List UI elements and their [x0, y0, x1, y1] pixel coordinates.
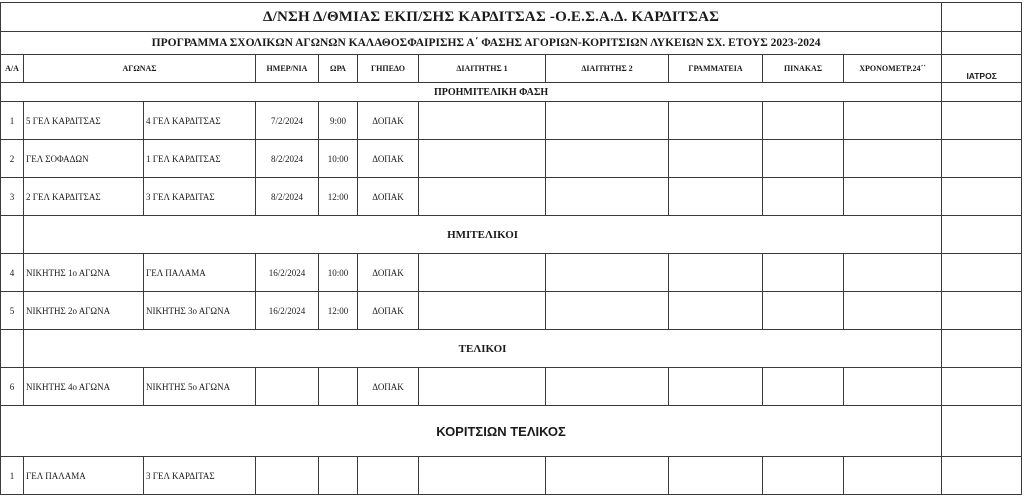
document-subtitle: ΠΡΟΓΡΑΜΜΑ ΣΧΟΛΙΚΩΝ ΑΓΩΝΩΝ ΚΑΛΑΘΟΣΦΑΙΡΙΣΗΣ Α΄ ΦΑΣΗΣ ΑΓΟΡΙΩΝ-ΚΟΡΙΤΣΙΩΝ ΛΥΚΕΙΩΝ ΣΧ. ΕΤΟΥΣ 2023-2024	[1, 32, 942, 55]
doctor-cell	[942, 292, 1022, 330]
header-timer: ΧΡΟΝΟΜΕΤΡ.24΄΄	[844, 55, 942, 83]
doctor-cell	[942, 368, 1022, 406]
team-home: 2 ΓΕΛ ΚΑΡΔΙΤΣΑΣ	[24, 178, 144, 216]
doctor-cell	[942, 140, 1022, 178]
match-date: 8/2/2024	[256, 178, 319, 216]
header-match: ΑΓΩΝΑΣ	[24, 55, 256, 83]
match-row	[1, 292, 1022, 330]
timer-cell	[844, 178, 942, 216]
match-row	[1, 140, 1022, 178]
aa-blank	[1, 216, 24, 254]
match-time: 10:00	[319, 254, 358, 292]
team-home: ΝΙΚΗΤΗΣ 1ο ΑΓΩΝΑ	[24, 254, 144, 292]
team-home: ΝΙΚΗΤΗΣ 2ο ΑΓΩΝΑ	[24, 292, 144, 330]
scoreboard-cell	[763, 140, 844, 178]
match-time	[319, 368, 358, 406]
scoreboard-cell	[763, 457, 844, 495]
match-venue: ΔΟΠΑΚ	[358, 102, 419, 140]
match-date: 16/2/2024	[256, 292, 319, 330]
header-referee2: ΔΙΑΙΤΗΤΗΣ 2	[546, 55, 669, 83]
team-away: 4 ΓΕΛ ΚΑΡΔΙΤΣΑΣ	[144, 102, 256, 140]
referee1-cell	[419, 178, 546, 216]
header-aa: Α/Α	[1, 55, 24, 83]
column-header-row	[1, 55, 1022, 83]
match-date	[256, 368, 319, 406]
timer-cell	[844, 102, 942, 140]
document-title: Δ/ΝΣΗ Δ/ΘΜΙΑΣ ΕΚΠ/ΣΗΣ ΚΑΡΔΙΤΣΑΣ -Ο.Ε.Σ.Α.Δ. ΚΑΡΔΙΤΣΑΣ	[1, 3, 942, 32]
match-number: 3	[1, 178, 24, 216]
referee2-cell	[546, 102, 669, 140]
team-home: ΝΙΚΗΤΗΣ 4ο ΑΓΩΝΑ	[24, 368, 144, 406]
doctor-cell	[942, 254, 1022, 292]
header-date: ΗΜΕΡ/ΝΙΑ	[256, 55, 319, 83]
referee2-cell	[546, 368, 669, 406]
match-number: 5	[1, 292, 24, 330]
header-referee1: ΔΙΑΙΤΗΤΗΣ 1	[419, 55, 546, 83]
team-home: ΓΕΛ ΠΑΛΑΜΑ	[24, 457, 144, 495]
match-number: 1	[1, 102, 24, 140]
doctor-cell-blank	[942, 3, 1022, 32]
referee2-cell	[546, 292, 669, 330]
scoreboard-cell	[763, 292, 844, 330]
header-time: ΩΡΑ	[319, 55, 358, 83]
team-away: ΝΙΚΗΤΗΣ 5ο ΑΓΩΝΑ	[144, 368, 256, 406]
team-away: ΝΙΚΗΤΗΣ 3ο ΑΓΩΝΑ	[144, 292, 256, 330]
team-away: ΓΕΛ ΠΑΛΑΜΑ	[144, 254, 256, 292]
referee2-cell	[546, 457, 669, 495]
team-home: 5 ΓΕΛ ΚΑΡΔΙΤΣΑΣ	[24, 102, 144, 140]
team-away: 3 ΓΕΛ ΚΑΡΔΙΤΑΣ	[144, 178, 256, 216]
referee1-cell	[419, 102, 546, 140]
doctor-cell-blank	[942, 406, 1022, 457]
referee1-cell	[419, 368, 546, 406]
doctor-cell	[942, 457, 1022, 495]
match-venue	[358, 457, 419, 495]
secretary-cell	[669, 140, 763, 178]
match-row	[1, 178, 1022, 216]
doctor-cell	[942, 102, 1022, 140]
timer-cell	[844, 292, 942, 330]
match-time: 12:00	[319, 178, 358, 216]
scoreboard-cell	[763, 368, 844, 406]
match-venue: ΔΟΠΑΚ	[358, 254, 419, 292]
match-date: 16/2/2024	[256, 254, 319, 292]
section-finals: ΤΕΛΙΚΟΙ	[24, 330, 942, 368]
match-number: 1	[1, 457, 24, 495]
match-number: 6	[1, 368, 24, 406]
header-doctor: ΙΑΤΡΟΣ	[942, 55, 1022, 83]
match-time: 10:00	[319, 140, 358, 178]
secretary-cell	[669, 457, 763, 495]
match-venue: ΔΟΠΑΚ	[358, 292, 419, 330]
section-semifinals: ΗΜΙΤΕΛΙΚΟΙ	[24, 216, 942, 254]
secretary-cell	[669, 292, 763, 330]
scoreboard-cell	[763, 254, 844, 292]
section-preliminary: ΠΡΟΗΜΙΤΕΛΙΚΗ ΦΑΣΗ	[1, 83, 942, 102]
match-row	[1, 254, 1022, 292]
doctor-cell-blank	[942, 83, 1022, 102]
match-time: 9:00	[319, 102, 358, 140]
team-away: 1 ΓΕΛ ΚΑΡΔΙΤΣΑΣ	[144, 140, 256, 178]
referee2-cell	[546, 254, 669, 292]
team-home: ΓΕΛ ΣΟΦΑΔΩΝ	[24, 140, 144, 178]
match-number: 2	[1, 140, 24, 178]
doctor-cell-blank	[942, 216, 1022, 254]
timer-cell	[844, 140, 942, 178]
referee2-cell	[546, 140, 669, 178]
team-away: 3 ΓΕΛ ΚΑΡΔΙΤΑΣ	[144, 457, 256, 495]
header-venue: ΓΗΠΕΔΟ	[358, 55, 419, 83]
secretary-cell	[669, 368, 763, 406]
match-row	[1, 102, 1022, 140]
secretary-cell	[669, 102, 763, 140]
match-time: 12:00	[319, 292, 358, 330]
timer-cell	[844, 368, 942, 406]
section-girls-final: ΚΟΡΙΤΣΙΩΝ ΤΕΛΙΚΟΣ	[1, 406, 942, 457]
match-venue: ΔΟΠΑΚ	[358, 368, 419, 406]
match-number: 4	[1, 254, 24, 292]
match-row	[1, 457, 1022, 495]
timer-cell	[844, 457, 942, 495]
scoreboard-cell	[763, 102, 844, 140]
referee1-cell	[419, 292, 546, 330]
scoreboard-cell	[763, 178, 844, 216]
match-date: 7/2/2024	[256, 102, 319, 140]
match-venue: ΔΟΠΑΚ	[358, 178, 419, 216]
match-date	[256, 457, 319, 495]
secretary-cell	[669, 178, 763, 216]
match-time	[319, 457, 358, 495]
match-venue: ΔΟΠΑΚ	[358, 140, 419, 178]
secretary-cell	[669, 254, 763, 292]
referee1-cell	[419, 457, 546, 495]
doctor-cell-blank	[942, 32, 1022, 55]
timer-cell	[844, 254, 942, 292]
referee1-cell	[419, 140, 546, 178]
header-scoreboard: ΠΙΝΑΚΑΣ	[763, 55, 844, 83]
match-row	[1, 368, 1022, 406]
referee1-cell	[419, 254, 546, 292]
schedule-table	[0, 2, 1022, 495]
doctor-cell	[942, 178, 1022, 216]
schedule-sheet	[0, 2, 1021, 493]
header-secretary: ΓΡΑΜΜΑΤΕΙΑ	[669, 55, 763, 83]
aa-blank	[1, 330, 24, 368]
match-date: 8/2/2024	[256, 140, 319, 178]
doctor-cell-blank	[942, 330, 1022, 368]
referee2-cell	[546, 178, 669, 216]
